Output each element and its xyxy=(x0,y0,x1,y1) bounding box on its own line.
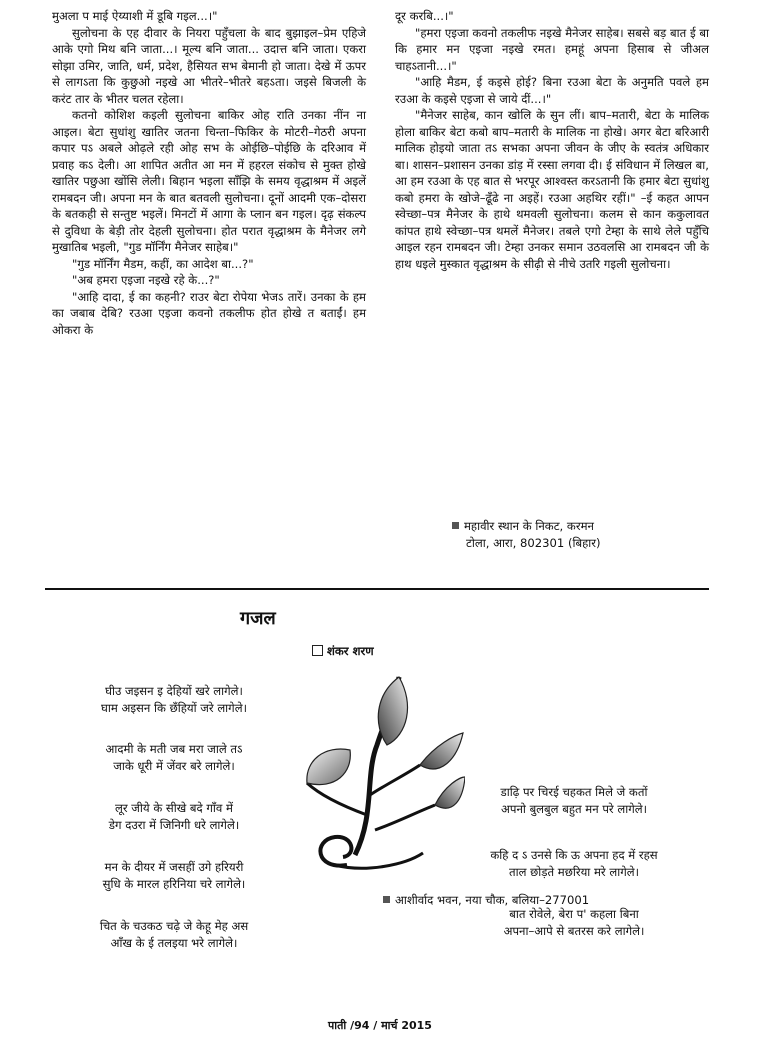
ghazal-line: डाढ़ि पर चिरई चहकत मिले जे कतों xyxy=(500,785,648,799)
article-paragraph: "आहि दादा, ई का कहनी? राउर बेटा रोपेया भेजऽ तारें। उनका के हम का जबाब देबि? रउआ एइजा कवनो तकलीफ होत होखे त बताईं। हम ओकरा के xyxy=(52,289,366,337)
bullet-square-icon xyxy=(452,522,459,529)
ghazal-line: जाके धूरी में जेंवर बरे लागेले। xyxy=(113,759,235,773)
page-footer: पाती /94 / मार्च 2015 xyxy=(328,1019,432,1032)
ghazal-line: बात रोवेले, बेरा प' कहला बिना xyxy=(509,907,639,921)
ghazal-couplet xyxy=(24,800,324,834)
article-paragraph: कतनो कोशिश कइली सुलोचना बाकिर ओह राति उनका नींन ना आइल। बेटा सुधांशु खातिर जतना चिन्ता–फिकिर के मोटरी–गेठरी अपना कपार पऽ अबले ओढ़ले रही ओह सभ के ओईछि–पोईछि के दरिआव में प्रवाह कऽ देली। आ शापित अतीत आ मन में हहरल संकोच से मुक्त होखे खातिर पछुआ खोंसि लेली। बिहान भइला साँझि के समय वृद्धाश्रम में अइलें रामबदन जी। अपना मन के बात बतवली सुलोचना। दूनों आदमी एक–दोसरा के बतकही से सन्तुष्ट भइलें। मिनटों में आगा के प्लान बन गइल। दृढ़ संकल्प से दुविधा के बेड़ी तोर देहली सुलोचना। होत परात वृद्धाश्रम के मैनेजर लगे मुखातिब भइली, "गुड मॉर्निंग मैनेजर साहेब।" xyxy=(52,108,366,254)
article-paragraph: "हमरा एइजा कवनो तकलीफ नइखे मैनेजर साहेब। सबसे बड़ बात ई बा कि हमार मन एइजा नइखे रमत। हमहूं अपना हिसाब से जीअल चाहऽतानी...।" xyxy=(395,25,709,73)
article-paragraph: "गुड मॉर्निंग मैडम, कहीं, का आदेश बा...?" xyxy=(72,256,254,271)
ghazal-line: ताल छोड़ते मछरिया मरे लागेले। xyxy=(508,865,639,879)
article-author-address xyxy=(452,518,601,552)
article-paragraph: सुलोचना के एह दीवार के नियरा पहुँचला के बाद बुझाइल–प्रेम एहिजे आके एगो मिथ बनि जाता...। मूल्य बनि जाता... उदात्त बनि जाता। एकरा सोझा उमिर, जाति, धर्म, प्रदेश, हैसियत सभ बेमानी हो जाता। देखे में ऊपर से लागऽता कि कुछुओ नइखे आ भीतरे–भीतरे बहऽता। जइसे बिजली के करंट तार के भीतर चलत रहेला। xyxy=(52,25,366,106)
ghazal-couplet xyxy=(424,906,724,940)
ghazal-line: अपनो बुलबुल बहुत मन परे लागेले। xyxy=(501,802,647,816)
ghazal-line: मन के दीयर में जसहीं उगे हरियरी xyxy=(104,860,244,874)
ghazal-line: आँख के ई तलइया भरे लागेले। xyxy=(110,936,238,950)
ghazal-author xyxy=(312,644,374,659)
ghazal-line: डेग दउरा में जिनिगी धरे लागेले। xyxy=(108,818,240,832)
pen-icon xyxy=(312,645,323,656)
ghazal-line: आदमी के मती जब मरा जाले तऽ xyxy=(105,742,243,756)
address-line-1: महावीर स्थान के निकट, करमन xyxy=(464,519,594,533)
ghazal-line: चित के चउकठ चढ़े जे केहू मेह अस xyxy=(99,919,249,933)
ghazal-couplet xyxy=(24,741,324,775)
ghazal-couplet xyxy=(24,918,324,952)
ghazal-line: घीउ जइसन इ देहियों खरे लागेले। xyxy=(105,684,243,698)
leaf-plant-illustration xyxy=(295,665,465,885)
article-paragraph: "अब हमरा एइजा नइखे रहे के...?" xyxy=(72,273,220,287)
ghazal-author-name: शंकर शरण xyxy=(327,644,374,658)
article-paragraph: "आहि मैडम, ई कइसे होई? बिना रउआ बेटा के अनुमति पवले हम रउआ के कइसे एइजा से जाये दीं...।" xyxy=(395,75,709,106)
ghazal-couplet xyxy=(24,683,324,717)
ghazal-couplet xyxy=(24,859,324,893)
ghazal-line: लूर जीये के सीखे बदे गाँव में xyxy=(115,801,233,815)
article-right-column xyxy=(395,8,709,272)
ghazal-line: सुधि के मारल हरिनिया चरे लागेले। xyxy=(102,877,246,891)
article-left-column xyxy=(52,8,366,338)
article-paragraph: "मैनेजर साहेब, कान खोलि के सुन लीं। बाप–मतारी, बेटा के मालिक होला बाकिर बेटा कबो बाप–मतारी के मालिक ना होखे। अगर बेटा बरिआरी मालिक होइयो जाता तऽ सभका अपना जीवन के जीए के स्वतंत्र अधिकार बा। शासन–प्रशासन उनका डांड़ में रस्सा लगवा दी। ई संविधान में लिखल बा, आ हम रउआ के एह बात से भरपूर आश्वस्त करऽतानी कि हमार बेटा सुधांशु कबो हमरा के खोजे–ढूँढे ना अइहें। रउआ अहथिर रहीं।" –ई कहत आपन स्वेच्छा–पत्र मैनेजर के हाथे थमवली सुलोचना। कलम से कान ककुलावत कांपत हाथे स्वेच्छा–पत्र थमलें मैनेजर। तबले एगो टेम्हा के साथे लेले पहुँचि आइल रहन रामबदन जी। टेम्हा उनकर समान उठवलसि आ रामबदन जी के हाथ धइले मुस्कात वृद्धाश्रम के सीढ़ी से नीचे उतरि गइली सुलोचना। xyxy=(395,108,709,271)
address-line-2: टोला, आरा, 802301 (बिहार) xyxy=(466,536,601,550)
ghazal-title: गजल xyxy=(240,608,276,629)
article-paragraph: मुअला प माई ऐय्याशी में डूबि गइल...।" xyxy=(52,9,218,23)
ghazal-line: घाम अइसन कि छँहियों जरे लागेले। xyxy=(101,701,247,715)
ghazal-line: अपना–आपे से बतरस करे लागेले। xyxy=(503,924,645,938)
bullet-square-icon xyxy=(383,896,390,903)
ghazal-line: कहि द ऽ उनसे कि ऊ अपना हद में रहस xyxy=(490,848,658,862)
poem-address-text: आशीर्वाद भवन, नया चौक, बलिया–277001 xyxy=(395,893,590,907)
article-paragraph: दूर करबि...।" xyxy=(395,9,454,23)
ghazal-couplet xyxy=(424,847,724,881)
section-divider xyxy=(45,588,709,590)
ghazal-couplet xyxy=(424,784,724,818)
poem-author-address xyxy=(383,893,589,908)
